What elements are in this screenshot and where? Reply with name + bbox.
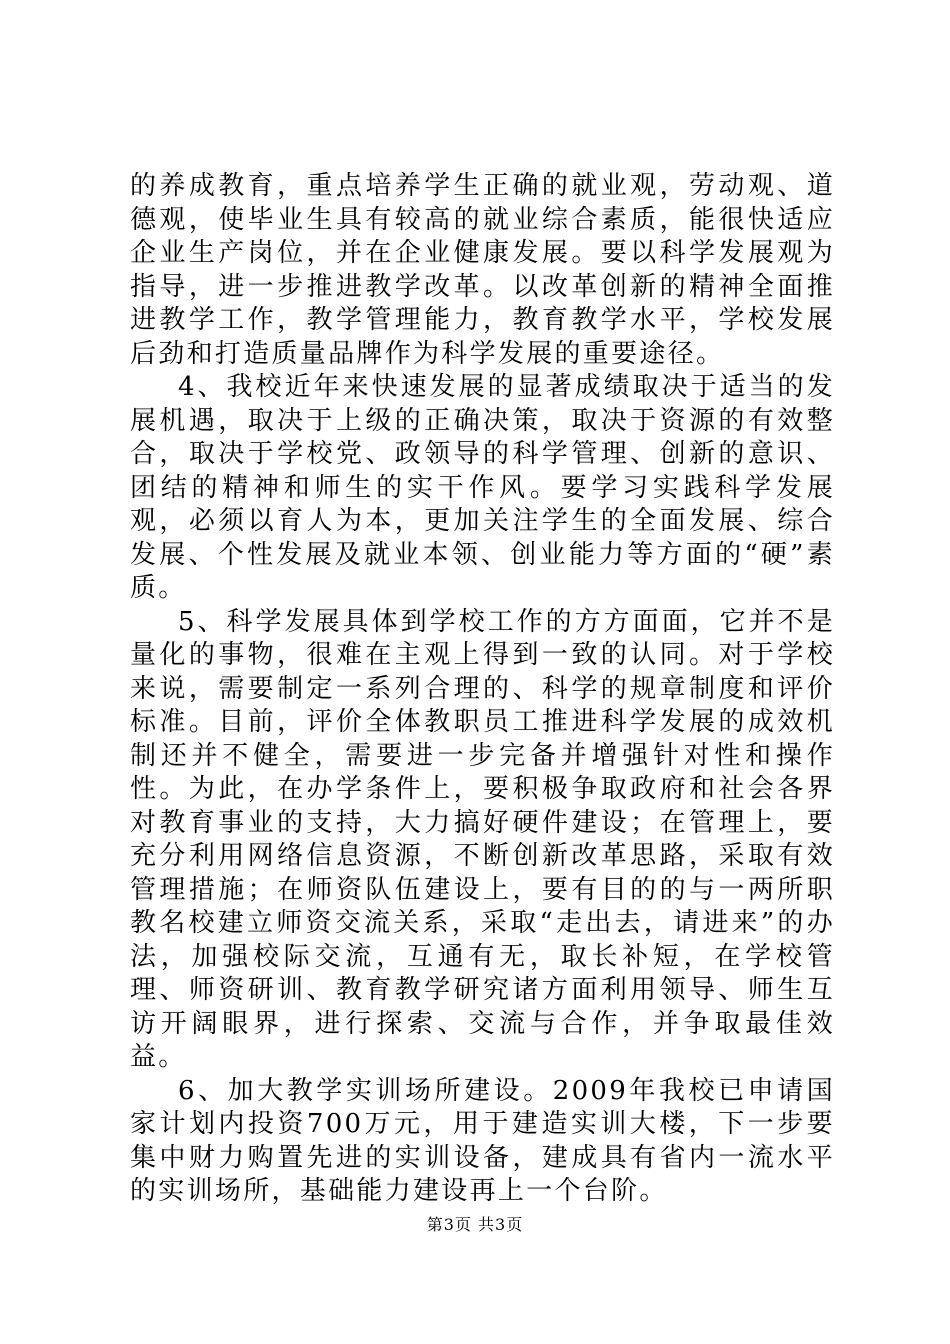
- paragraph-item-5: 5、科学发展具体到学校工作的方方面面，它并不是量化的事物，很难在主观上得到一致的认同。对于学校来说，需要制定一系列合理的、科学的规章制度和评价标准。目前，评价全体教职员工推进科学发展的成效机制还并不健全，需要进一步完备并增强针对性和操作性。为此，在办学条件上，要积极争取政府和社会各界对教育事业的支持，大力搞好硬件建设；在管理上，要充分利用网络信息资源，不断创新改革思路，采取有效管理措施；在师资队伍建设上，要有目的的与一两所职教名校建立师资交流关系，采取“走出去，请进来”的办法，加强校际交流，互通有无，取长补短，在学校管理、师资研训、教育教学研究诸方面利用领导、师生互访开阔眼界，进行探索、交流与合作，并争取最佳效益。: [130, 606, 835, 1072]
- paragraph-item-6: 6、加大教学实训场所建设。2009年我校已申请国家计划内投资700万元，用于建造实训大楼，下一步要集中财力购置先进的实训设备，建成具有省内一流水平的实训场所，基础能力建设再上一个台阶。: [130, 1075, 835, 1206]
- document-body: [130, 170, 835, 1209]
- paragraph-item-4: 4、我校近年来快速发展的显著成绩取决于适当的发展机遇，取决于上级的正确决策，取决于资源的有效整合，取决于学校党、政领导的科学管理、创新的意识、团结的精神和师生的实干作风。要学习实践科学发展观，必须以育人为本，更加关注学生的全面发展、综合发展、个性发展及就业本领、创业能力等方面的“硬”素质。: [130, 372, 835, 603]
- page-footer: 第3页 共3页: [426, 1215, 524, 1234]
- paragraph-continuation: 的养成教育，重点培养学生正确的就业观，劳动观、道德观，使毕业生具有较高的就业综合素质，能很快适应企业生产岗位，并在企业健康发展。要以科学发展观为指导，进一步推进教学改革。以改革创新的精神全面推进教学工作，教学管理能力，教育教学水平，学校发展后劲和打造质量品牌作为科学发展的重要途径。: [130, 171, 835, 369]
